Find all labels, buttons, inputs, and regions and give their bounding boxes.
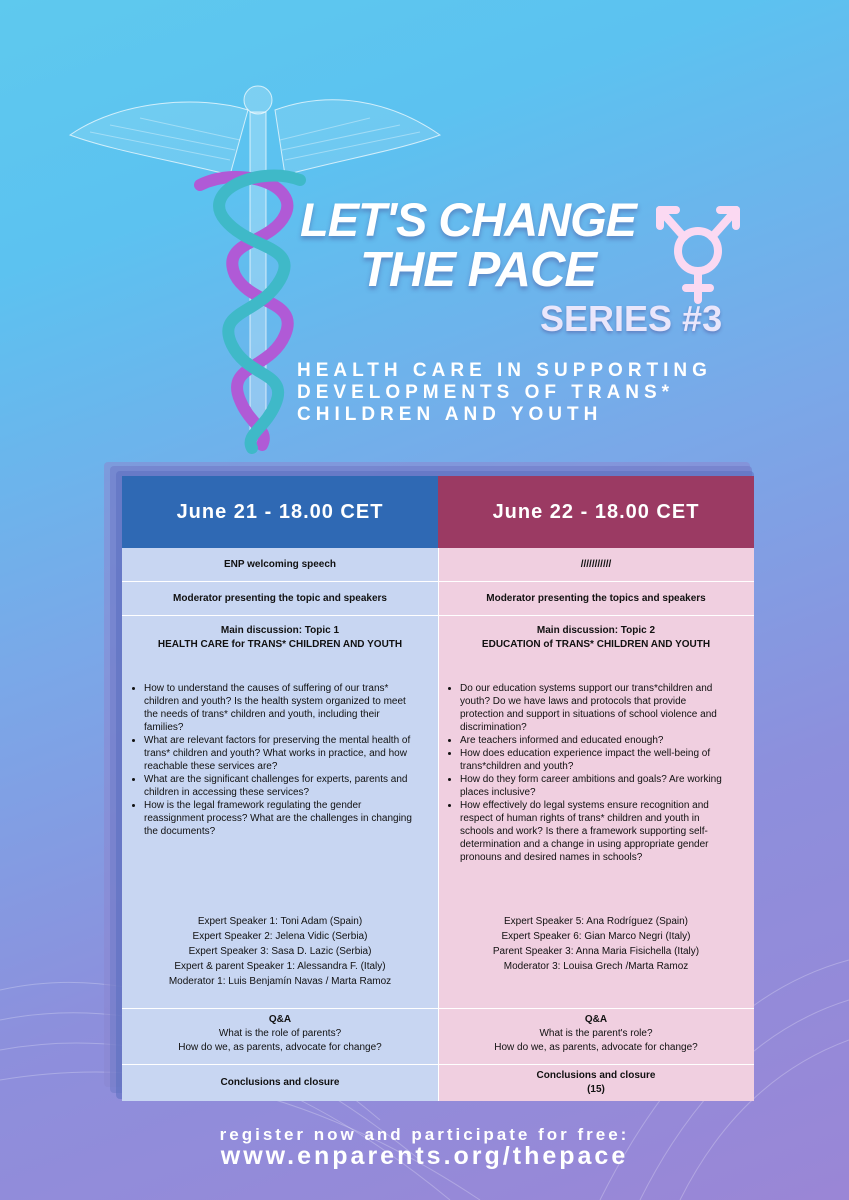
day1-questions <box>122 682 438 838</box>
day2-closing <box>438 1065 754 1101</box>
list-item: • What are the significant challenges for experts, parents and children in accessing these services? <box>144 773 416 799</box>
subtitle-line-1: HEALTH CARE IN SUPPORTING <box>297 360 712 381</box>
speaker-item: Expert Speaker 3: Sasa D. Lazic (Serbia) <box>188 946 372 957</box>
day1-closing: Conclusions and closure <box>220 1077 340 1088</box>
speaker-item: Moderator 1: Luis Benjamín Navas / Marta Ramoz <box>168 976 392 987</box>
day1-column <box>122 548 438 1101</box>
register-link[interactable]: www.enparents.org/thepace <box>220 1142 629 1170</box>
speaker-item: Expert Speaker 2: Jelena Vidic (Serbia) <box>192 931 368 942</box>
day1-topic-line2: HEALTH CARE for TRANS* CHILDREN AND YOUTH <box>157 639 403 650</box>
list-item: • What are relevant factors for preserving the mental health of trans* children and youth? What works in practice, and how reachable these services are? <box>144 734 416 773</box>
day1-welcome: ENP welcoming speech <box>122 548 438 582</box>
register-text: register now and participate for free: <box>219 1125 630 1144</box>
list-item: • How does education experience impact the well-being of trans*children and youth? <box>460 747 732 773</box>
list-item: • How do they form career ambitions and goals? Are working places inclusive? <box>460 773 732 799</box>
list-item: • Are teachers informed and educated enough? <box>460 734 732 747</box>
speaker-item: Moderator 3: Louisa Grech /Marta Ramoz <box>503 961 689 972</box>
subtitle <box>297 360 767 426</box>
day1-topic-line1: Main discussion: Topic 1 <box>220 625 340 636</box>
day2-column <box>438 548 754 1101</box>
day2-closing-line1: Conclusions and closure <box>536 1070 656 1081</box>
day2-questions <box>438 682 754 864</box>
day1-moderator: Moderator presenting the topic and speakers <box>122 582 438 616</box>
subtitle-line-2: DEVELOPMENTS OF TRANS* <box>297 382 675 403</box>
day1-main-discussion <box>122 616 438 1009</box>
list-item: • Do our education systems support our trans*children and youth? Do we have laws and protocols that provide protection and support in situations of school violence and discrimination? <box>460 682 732 734</box>
title-line-2: THE PACE <box>360 243 597 297</box>
speaker-item: Expert Speaker 5: Ana Rodríguez (Spain) <box>504 916 688 927</box>
subtitle-line-3: CHILDREN AND YOUTH <box>297 404 603 425</box>
series-label: SERIES #3 <box>540 298 723 339</box>
speaker-item: Expert Speaker 1: Toni Adam (Spain) <box>197 916 363 927</box>
list-item: • How to understand the causes of suffering of our trans* children and youth? Is the health system organized to meet the needs of trans* children and youth, including their families? <box>144 682 416 734</box>
day2-closing-line2: (15) <box>587 1084 605 1095</box>
day1-qa-line2: How do we, as parents, advocate for change? <box>178 1042 382 1053</box>
day2-qa-line1: What is the parent's role? <box>539 1028 653 1039</box>
day1-qa <box>122 1009 438 1065</box>
day2-main-discussion <box>438 616 754 1009</box>
day2-qa-line2: How do we, as parents, advocate for change? <box>494 1042 698 1053</box>
transgender-symbol-icon <box>648 196 748 306</box>
day2-welcome: /////////// <box>438 548 754 582</box>
day1-header: June 21 - 18.00 CET <box>122 476 438 548</box>
day1-speakers <box>122 914 438 989</box>
speaker-item: Expert Speaker 6: Gian Marco Negri (Italy) <box>501 931 691 942</box>
column-divider <box>438 548 439 1101</box>
day2-qa <box>438 1009 754 1065</box>
schedule-table <box>122 476 754 1101</box>
day1-qa-title: Q&A <box>268 1014 292 1025</box>
speaker-item: Expert & parent Speaker 1: Alessandra F. (Italy) <box>174 961 386 972</box>
day2-header: June 22 - 18.00 CET <box>438 476 754 548</box>
title-line-1: LET'S CHANGE <box>300 193 637 246</box>
day2-moderator: Moderator presenting the topics and speakers <box>438 582 754 616</box>
day2-topic-line1: Main discussion: Topic 2 <box>536 625 656 636</box>
speaker-item: Parent Speaker 3: Anna Maria Fisichella (Italy) <box>492 946 700 957</box>
day1-qa-line1: What is the role of parents? <box>218 1028 342 1039</box>
day2-speakers <box>438 914 754 974</box>
day2-topic-line2: EDUCATION of TRANS* CHILDREN AND YOUTH <box>481 639 711 650</box>
list-item: • How is the legal framework regulating the gender reassignment process? What are the challenges in changing the documents? <box>144 799 416 838</box>
day2-qa-title: Q&A <box>584 1014 608 1025</box>
list-item: • How effectively do legal systems ensure recognition and respect of human rights of trans* children and youth in schools and work? Is there a framework supporting self-determination and a change in using appropriate gender pronouns and desired names in schools? <box>460 799 732 864</box>
